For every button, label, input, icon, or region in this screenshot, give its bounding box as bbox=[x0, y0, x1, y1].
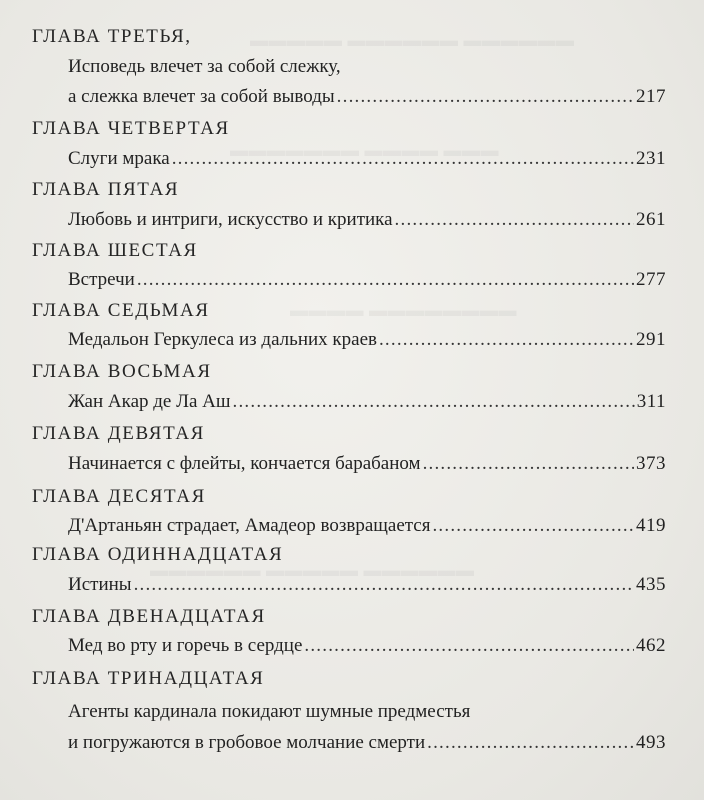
chapter-title: а слежка влечет за собой выводы bbox=[68, 86, 335, 107]
chapter-title: Начинается с флейты, кончается барабаном bbox=[68, 453, 421, 474]
chapter-title: и погружаются в гробовое молчание смерти bbox=[68, 732, 426, 753]
chapter-title-line bbox=[68, 514, 666, 538]
chapter-title-line bbox=[68, 452, 666, 476]
chapter-title: Любовь и интриги, искусство и критика bbox=[68, 209, 393, 230]
page-number: 277 bbox=[636, 269, 666, 290]
dot-leader bbox=[432, 514, 634, 538]
bleed-through-shadow: ▬▬▬▬▬ ▬▬▬▬▬▬ ▬▬▬▬▬▬ bbox=[250, 30, 575, 50]
chapter-heading: ГЛАВА ТРЕТЬЯ, bbox=[32, 26, 192, 47]
page-number: 419 bbox=[636, 515, 666, 536]
dot-leader bbox=[337, 85, 634, 109]
page-number: 231 bbox=[636, 148, 666, 169]
page-number: 373 bbox=[636, 453, 666, 474]
chapter-title-line bbox=[68, 700, 666, 724]
page-number: 291 bbox=[636, 329, 666, 350]
chapter-heading: ГЛАВА ШЕСТАЯ bbox=[32, 240, 198, 261]
chapter-title-line bbox=[68, 147, 666, 171]
chapter-title-line bbox=[68, 85, 666, 109]
bleed-through-shadow: ▬▬▬▬▬▬▬ ▬▬▬▬ ▬▬▬ bbox=[230, 140, 499, 160]
chapter-heading: ГЛАВА ДЕСЯТАЯ bbox=[32, 486, 206, 507]
chapter-title: Истины bbox=[68, 574, 132, 595]
chapter-heading: ГЛАВА ПЯТАЯ bbox=[32, 179, 180, 200]
chapter-title: Встречи bbox=[68, 269, 135, 290]
page-number: 261 bbox=[636, 209, 666, 230]
dot-leader bbox=[304, 634, 634, 658]
chapter-title-line bbox=[68, 328, 666, 352]
bleed-through-shadow: ▬▬▬▬▬▬ ▬▬▬▬▬ ▬▬▬▬▬▬ bbox=[150, 560, 475, 580]
chapter-heading: ГЛАВА СЕДЬМАЯ bbox=[32, 300, 210, 321]
dot-leader bbox=[379, 328, 634, 352]
chapter-title-line bbox=[68, 390, 666, 414]
chapter-title-line bbox=[68, 268, 666, 292]
page-number: 462 bbox=[636, 635, 666, 656]
chapter-heading: ГЛАВА ВОСЬМАЯ bbox=[32, 361, 212, 382]
page-number: 311 bbox=[636, 391, 666, 412]
chapter-title-line bbox=[68, 573, 666, 597]
chapter-heading: ГЛАВА ДЕВЯТАЯ bbox=[32, 423, 205, 444]
dot-leader bbox=[423, 452, 634, 476]
chapter-title-line bbox=[68, 208, 666, 232]
dot-leader bbox=[137, 268, 634, 292]
chapter-heading: ГЛАВА ЧЕТВЕРТАЯ bbox=[32, 118, 230, 139]
chapter-heading: ГЛАВА ОДИННАДЦАТАЯ bbox=[32, 544, 284, 565]
page-number: 217 bbox=[636, 86, 666, 107]
dot-leader bbox=[172, 147, 634, 171]
chapter-title: Д'Артаньян страдает, Амадеор возвращается bbox=[68, 515, 431, 536]
page-number: 435 bbox=[636, 574, 666, 595]
bleed-through-shadow: ▬▬▬▬ ▬▬▬▬▬▬▬▬ bbox=[290, 300, 517, 320]
dot-leader bbox=[395, 208, 634, 232]
chapter-heading: ГЛАВА ДВЕНАДЦАТАЯ bbox=[32, 606, 266, 627]
dot-leader bbox=[233, 390, 635, 414]
chapter-heading: ГЛАВА ТРИНАДЦАТАЯ bbox=[32, 668, 265, 689]
chapter-title-line bbox=[68, 634, 666, 658]
dot-leader bbox=[134, 573, 634, 597]
chapter-title: Медальон Геркулеса из дальних краев bbox=[68, 329, 377, 350]
chapter-title: Жан Акар де Ла Аш bbox=[68, 391, 231, 412]
chapter-title: Исповедь влечет за собой слежку, bbox=[68, 56, 341, 77]
chapter-title-line bbox=[68, 731, 666, 755]
dot-leader bbox=[427, 731, 634, 755]
chapter-title: Слуги мрака bbox=[68, 148, 170, 169]
page-number: 493 bbox=[636, 732, 666, 753]
chapter-title: Агенты кардинала покидают шумные предместья bbox=[68, 701, 471, 722]
chapter-title-line bbox=[68, 55, 666, 79]
chapter-title: Мед во рту и горечь в сердце bbox=[68, 635, 303, 656]
